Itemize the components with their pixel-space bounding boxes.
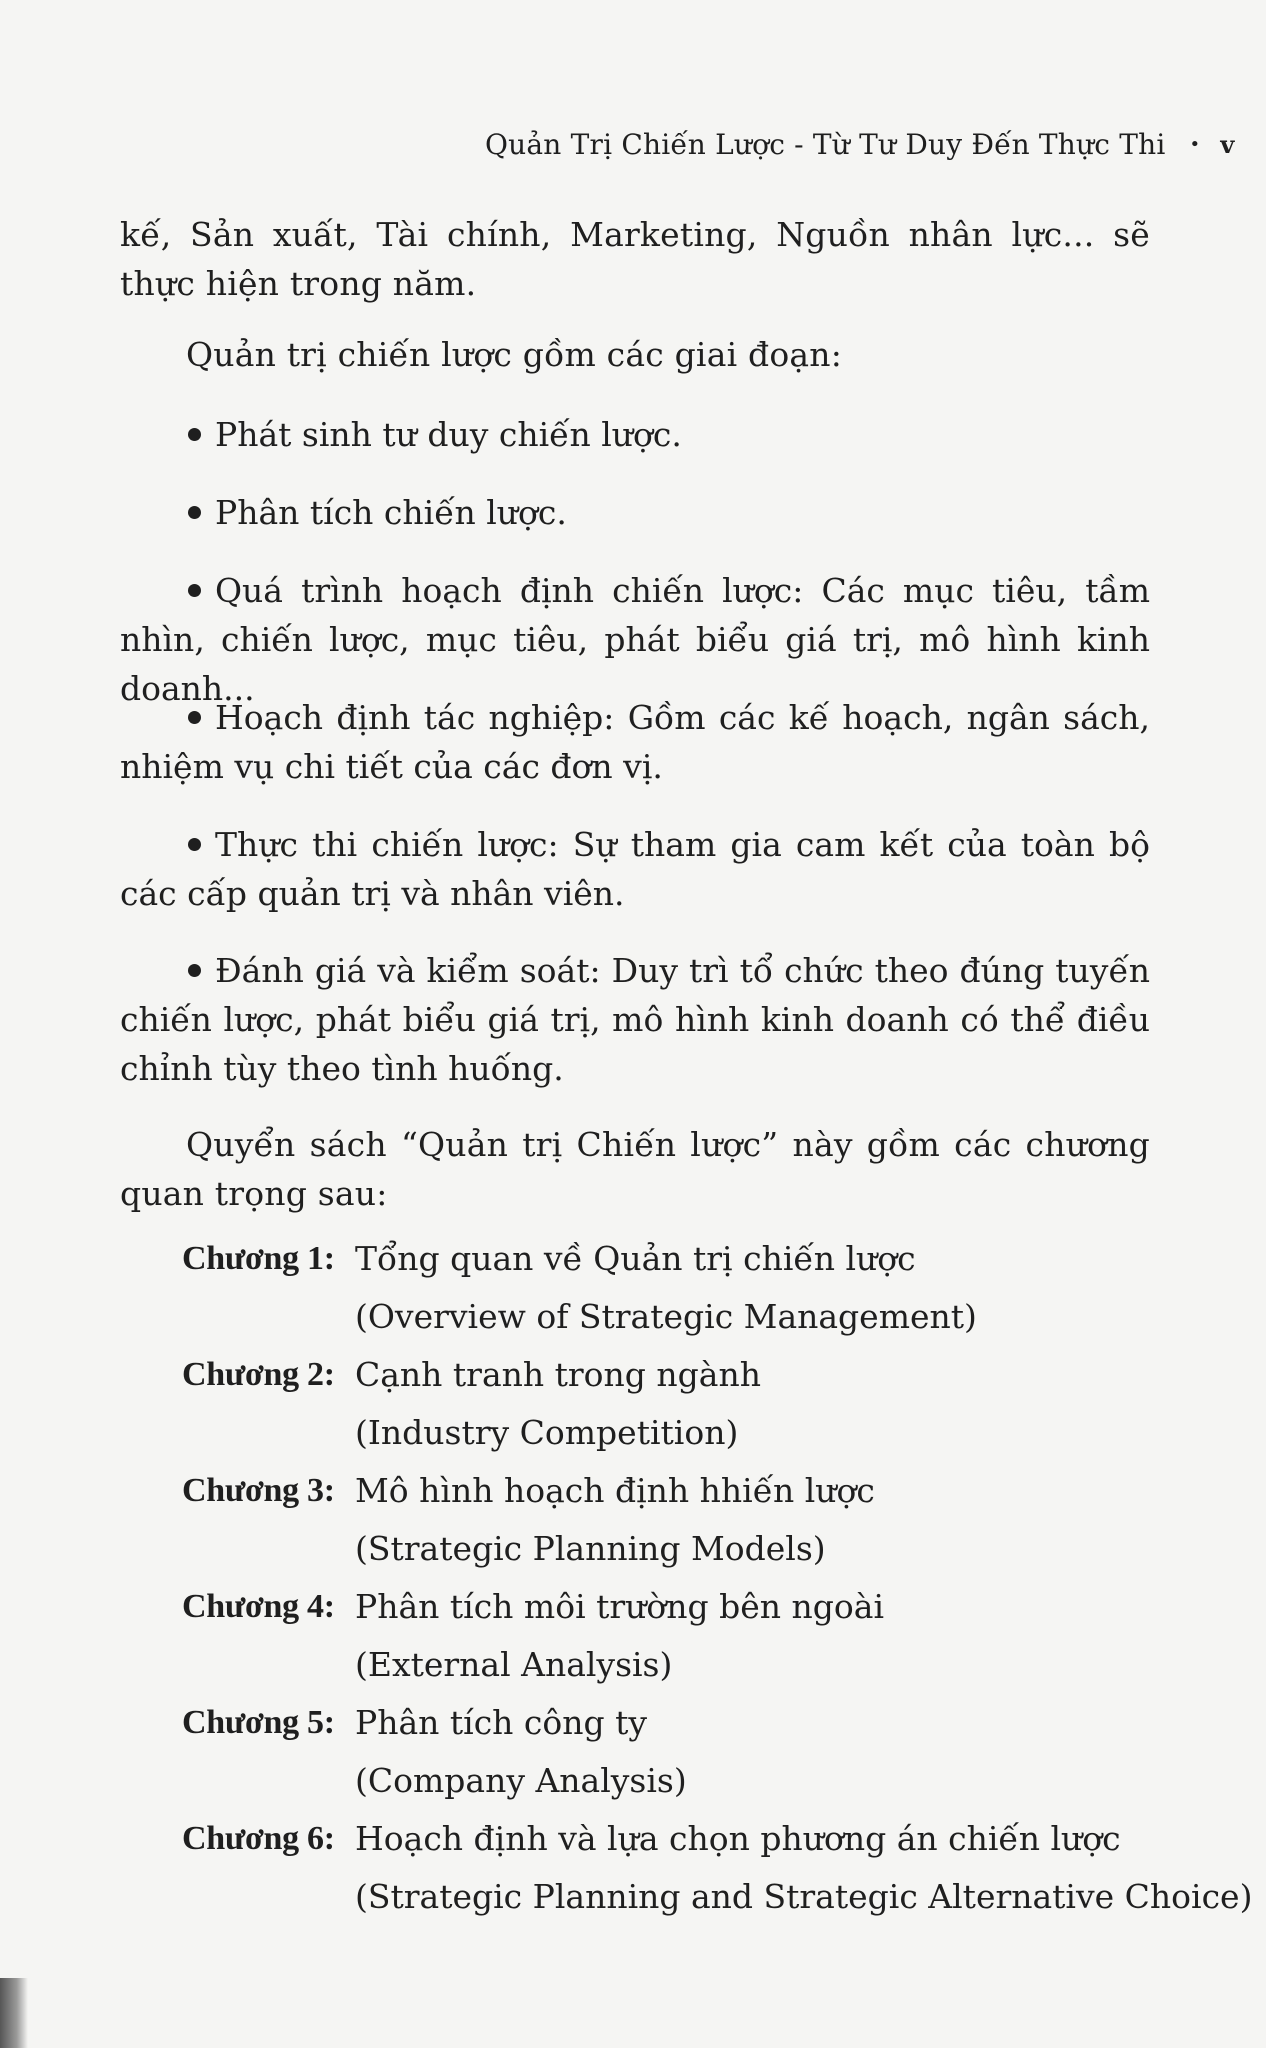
stage-text: Thực thi chiến lược: Sự tham gia cam kết của toàn bộ các cấp quản trị và nhân viên. bbox=[120, 825, 1150, 913]
stage-item bbox=[120, 946, 1150, 1093]
bullet-icon bbox=[188, 428, 201, 441]
book-intro-paragraph: Quyển sách “Quản trị Chiến lược” này gồm các chương quan trọng sau: bbox=[120, 1125, 1150, 1213]
stage-text: Hoạch định tác nghiệp: Gồm các kế hoạch, ngân sách, nhiệm vụ chi tiết của các đơn vị. bbox=[120, 698, 1150, 786]
chapter-title-en: (Industry Competition) bbox=[355, 1413, 739, 1452]
chapter-title-en: (Company Analysis) bbox=[355, 1761, 687, 1800]
chapter-title-vi: Tổng quan về Quản trị chiến lược bbox=[355, 1239, 916, 1278]
chapter-title-vi: Phân tích môi trường bên ngoài bbox=[355, 1587, 885, 1626]
stage-item bbox=[120, 410, 1150, 459]
chapter-title-vi: Mô hình hoạch định hhiến lược bbox=[355, 1471, 875, 1510]
chapter-label: Chương 3: bbox=[182, 1472, 335, 1509]
page-number: v bbox=[1220, 129, 1235, 159]
chapter-title-en: (Overview of Strategic Management) bbox=[355, 1297, 977, 1336]
chapter-title-vi: Cạnh tranh trong ngành bbox=[355, 1355, 761, 1394]
bullet-icon bbox=[188, 584, 201, 597]
header-separator: • bbox=[1189, 133, 1201, 155]
chapter-entry bbox=[182, 1810, 1253, 1926]
chapter-label: Chương 1: bbox=[182, 1240, 335, 1277]
chapter-title-vi: Phân tích công ty bbox=[355, 1703, 648, 1742]
running-header-title: Quản Trị Chiến Lược - Từ Tư Duy Đến Thực Thi bbox=[485, 127, 1166, 161]
chapter-entry bbox=[182, 1230, 1162, 1346]
chapter-label: Chương 6: bbox=[182, 1820, 335, 1857]
stage-item bbox=[120, 488, 1150, 537]
bullet-icon bbox=[188, 506, 201, 519]
bullet-icon bbox=[188, 838, 201, 851]
bullet-icon bbox=[188, 711, 201, 724]
chapter-label: Chương 4: bbox=[182, 1588, 335, 1625]
stages-intro: Quản trị chiến lược gồm các giai đoạn: bbox=[186, 335, 843, 374]
stage-item bbox=[120, 693, 1150, 791]
page-edge-shadow bbox=[0, 1978, 28, 2048]
chapter-title-en: (External Analysis) bbox=[355, 1645, 673, 1684]
running-header bbox=[485, 124, 1235, 164]
chapter-label: Chương 5: bbox=[182, 1704, 335, 1741]
stage-item bbox=[120, 820, 1150, 918]
stage-text: Phát sinh tư duy chiến lược. bbox=[215, 415, 682, 454]
stage-item bbox=[120, 566, 1150, 713]
chapter-list bbox=[182, 1230, 1253, 1926]
bullet-icon bbox=[188, 964, 201, 977]
chapter-label: Chương 2: bbox=[182, 1356, 335, 1393]
chapter-entry bbox=[182, 1346, 1162, 1462]
chapter-entry bbox=[182, 1694, 1162, 1810]
continuation-paragraph: kế, Sản xuất, Tài chính, Marketing, Nguồn nhân lực... sẽ thực hiện trong năm. bbox=[120, 215, 1150, 303]
stage-text: Đánh giá và kiểm soát: Duy trì tổ chức theo đúng tuyến chiến lược, phát biểu giá trị, mô hình kinh doanh có thể điều chỉnh tùy theo tình huống. bbox=[120, 951, 1150, 1088]
stage-text: Quá trình hoạch định chiến lược: Các mục tiêu, tầm nhìn, chiến lược, mục tiêu, phát biểu giá trị, mô hình kinh doanh... bbox=[120, 571, 1150, 708]
chapter-entry bbox=[182, 1578, 1162, 1694]
chapter-title-en: (Strategic Planning Models) bbox=[355, 1529, 826, 1568]
chapter-entry bbox=[182, 1462, 1162, 1578]
chapter-title-en: (Strategic Planning and Strategic Alternative Choice) bbox=[355, 1877, 1253, 1916]
stage-text: Phân tích chiến lược. bbox=[215, 493, 567, 532]
chapter-title-vi: Hoạch định và lựa chọn phương án chiến lược bbox=[355, 1819, 1121, 1858]
